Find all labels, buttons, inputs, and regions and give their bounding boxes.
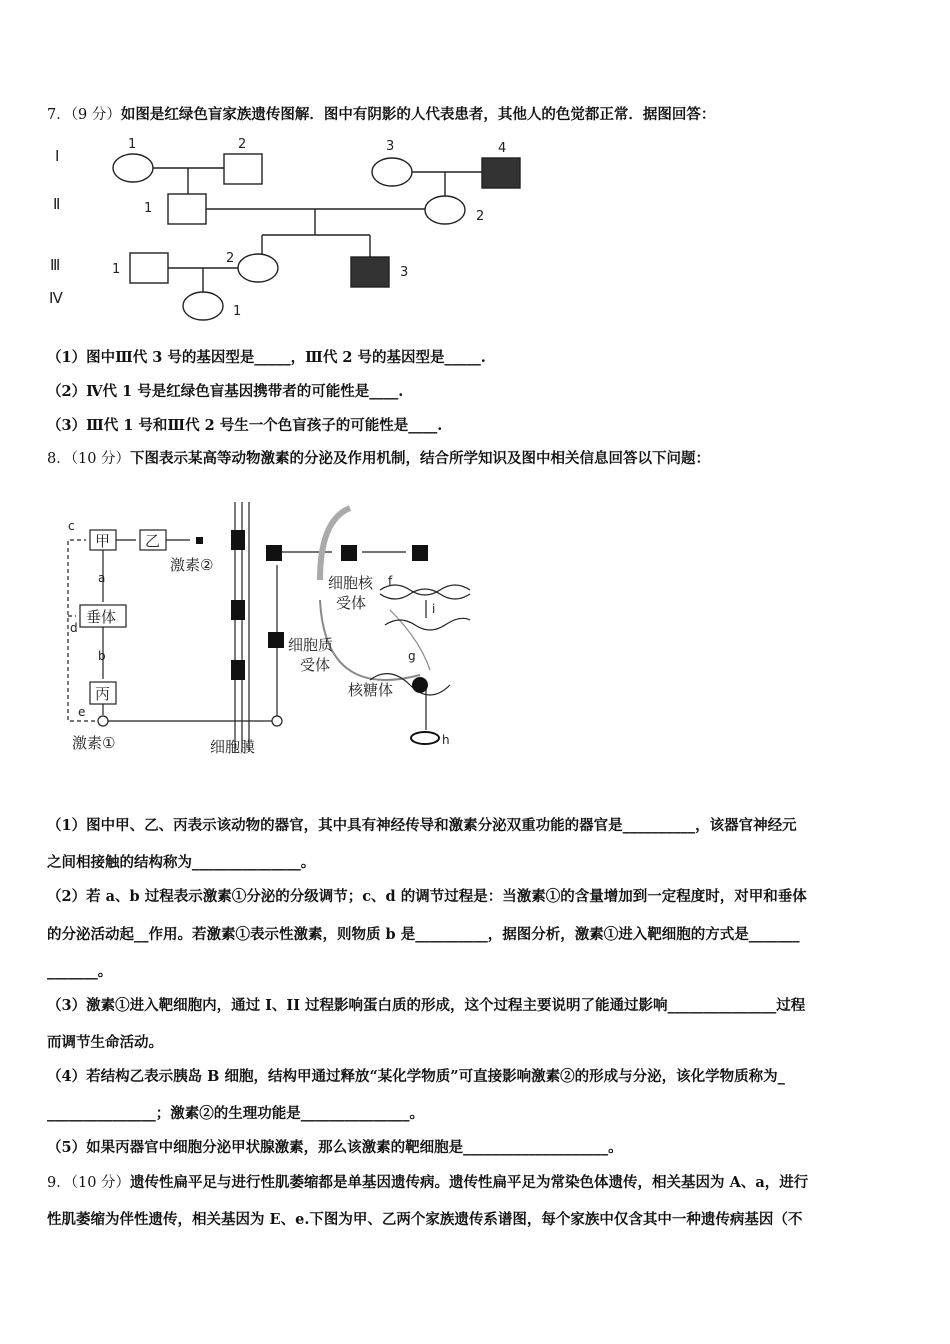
q7-sub3: （3）Ⅲ代 1 号和Ⅲ代 2 号生一个色盲孩子的可能性是____. bbox=[47, 417, 443, 434]
q8-sub5: （5）如果丙器官中细胞分泌甲状腺激素，那么该激素的靶细胞是____________________。 bbox=[47, 1139, 623, 1156]
label-yi: 乙 bbox=[145, 532, 161, 550]
pedigree-IV1-female bbox=[183, 292, 223, 320]
label-membrane: 细胞膜 bbox=[210, 738, 256, 756]
q8-sub4-b: _______________；激素②的生理功能是_______________。 bbox=[47, 1105, 424, 1122]
q8-sub4-a: （4）若结构乙表示胰岛 B 细胞，结构甲通过释放“某化学物质”可直接影响激素②的形成与分泌，该化学物质称为_ bbox=[47, 1068, 785, 1085]
letter-i: i bbox=[432, 602, 436, 616]
q8-score: （10 分） bbox=[70, 451, 131, 467]
pedigree-I1-female bbox=[113, 154, 153, 182]
label-hormone1: 激素① bbox=[72, 734, 116, 752]
q8-sub1-b: 之间相接触的结构称为_______________。 bbox=[47, 854, 316, 871]
q9-text-a: 遗传性扁平足与进行性肌萎缩都是单基因遗传病。遗传性扁平足为常染色体遗传，相关基因为 A、a，进行 bbox=[130, 1174, 809, 1191]
letter-b: b bbox=[98, 649, 106, 663]
label-I2: 2 bbox=[238, 137, 247, 152]
pedigree-II2-female bbox=[425, 196, 465, 224]
letter-c: c bbox=[68, 519, 75, 533]
q9-number: 9． bbox=[47, 1175, 71, 1191]
q8-sub2-a: （2）若 a、b 过程表示激素①分泌的分级调节；c、d 的调节过程是：当激素①的含量增加到一定程度时，对甲和垂体 bbox=[47, 888, 807, 905]
label-III3: 3 bbox=[400, 265, 409, 280]
label-hormone2: 激素② bbox=[170, 556, 214, 574]
pedigree-I3-female bbox=[372, 158, 412, 186]
q8-sub3-b: 而调节生命活动。 bbox=[47, 1034, 163, 1051]
q8-sub1-a: （1）图中甲、乙、丙表示该动物的器官，其中具有神经传导和激素分泌双重功能的器官是__________，该器官神经元 bbox=[47, 817, 797, 834]
label-cyto-2: 受体 bbox=[300, 656, 331, 674]
label-I3: 3 bbox=[386, 139, 395, 154]
label-I1: 1 bbox=[128, 137, 137, 152]
letter-d: d bbox=[70, 621, 78, 635]
cyto-receptor-free bbox=[266, 545, 282, 561]
q8-hormone-diagram bbox=[50, 490, 490, 770]
q8-number: 8． bbox=[47, 451, 71, 467]
label-II2: 2 bbox=[476, 209, 485, 224]
q7-pedigree-diagram bbox=[40, 130, 560, 330]
q9-score: （10 分） bbox=[70, 1175, 131, 1191]
q7-stem-line bbox=[47, 103, 715, 124]
q7-stem: 如图是红绿色盲家族遗传图解．图中有阴影的人代表患者，其他人的色觉都正常．据图回答： bbox=[120, 106, 716, 123]
membrane-receptor-2 bbox=[231, 600, 245, 620]
label-chuiti: 垂体 bbox=[86, 608, 117, 626]
nuclear-complex bbox=[412, 545, 428, 561]
pedigree-III3-male-affected bbox=[351, 257, 389, 287]
letter-f: f bbox=[388, 574, 393, 588]
pedigree-III1-male bbox=[130, 253, 168, 283]
q7-sub1: （1）图中Ⅲ代 3 号的基因型是_____，Ⅲ代 2 号的基因型是_____. bbox=[47, 349, 486, 366]
pedigree-I4-male-affected bbox=[482, 158, 520, 188]
q8-sub2-c: _______。 bbox=[47, 963, 113, 980]
label-I4: 4 bbox=[498, 141, 507, 156]
gen-label-II: Ⅱ bbox=[53, 195, 61, 213]
hormone2-molecule bbox=[196, 537, 203, 544]
gen-label-IV: Ⅳ bbox=[49, 289, 63, 307]
letter-a: a bbox=[98, 571, 106, 585]
q7-number: 7． bbox=[47, 107, 71, 123]
letter-e: e bbox=[78, 705, 86, 719]
label-III1: 1 bbox=[112, 262, 121, 277]
nuclear-receptor bbox=[341, 545, 357, 561]
q8-sub2-b: 的分泌活动起__作用。若激素①表示性激素，则物质 b 是__________，据图分析，激素①进入靶细胞的方式是_______ bbox=[47, 926, 800, 943]
pedigree-I2-male bbox=[224, 154, 262, 184]
membrane-receptor-3 bbox=[231, 660, 245, 680]
q8-stem-line bbox=[47, 447, 710, 468]
q7-score: （9 分） bbox=[70, 107, 121, 123]
ribosome-shape bbox=[412, 677, 428, 693]
label-nuclear-1: 细胞核 bbox=[328, 574, 374, 592]
label-cyto-1: 细胞质 bbox=[288, 636, 334, 654]
label-II1: 1 bbox=[144, 201, 153, 216]
hormone1-target-dot bbox=[272, 716, 282, 726]
q7-sub2: （2）Ⅳ代 1 号是红绿色盲基因携带者的可能性是____. bbox=[47, 383, 404, 400]
pedigree-II1-male bbox=[168, 194, 206, 224]
pedigree-III2-female bbox=[238, 254, 278, 282]
q8-sub3-a: （3）激素①进入靶细胞内，通过 I、II 过程影响蛋白质的形成，这个过程主要说明了能通过影响_______________过程 bbox=[47, 997, 806, 1014]
label-III2: 2 bbox=[226, 251, 235, 266]
cyto-receptor-bound bbox=[268, 632, 284, 648]
letter-g: g bbox=[408, 649, 416, 663]
q9-line-a bbox=[47, 1171, 808, 1192]
gen-label-III: Ⅲ bbox=[50, 256, 61, 274]
membrane-receptor-1 bbox=[231, 530, 245, 550]
label-IV1: 1 bbox=[233, 304, 242, 319]
hormone1-dot bbox=[98, 716, 108, 726]
q9-line-b: 性肌萎缩为伴性遗传，相关基因为 E、e.下图为甲、乙两个家族遗传系谱图，每个家族中仅含其中一种遗传病基因（不 bbox=[47, 1211, 803, 1228]
letter-h: h bbox=[442, 733, 450, 747]
q8-stem: 下图表示某高等动物激素的分泌及作用机制，结合所学知识及图中相关信息回答以下问题： bbox=[130, 450, 711, 467]
label-ribosome: 核糖体 bbox=[348, 681, 394, 699]
label-bing: 丙 bbox=[95, 685, 111, 703]
label-jia: 甲 bbox=[95, 532, 111, 550]
protein-h-shape bbox=[411, 732, 439, 744]
gen-label-I: Ⅰ bbox=[55, 147, 60, 165]
label-nuclear-2: 受体 bbox=[336, 594, 367, 612]
